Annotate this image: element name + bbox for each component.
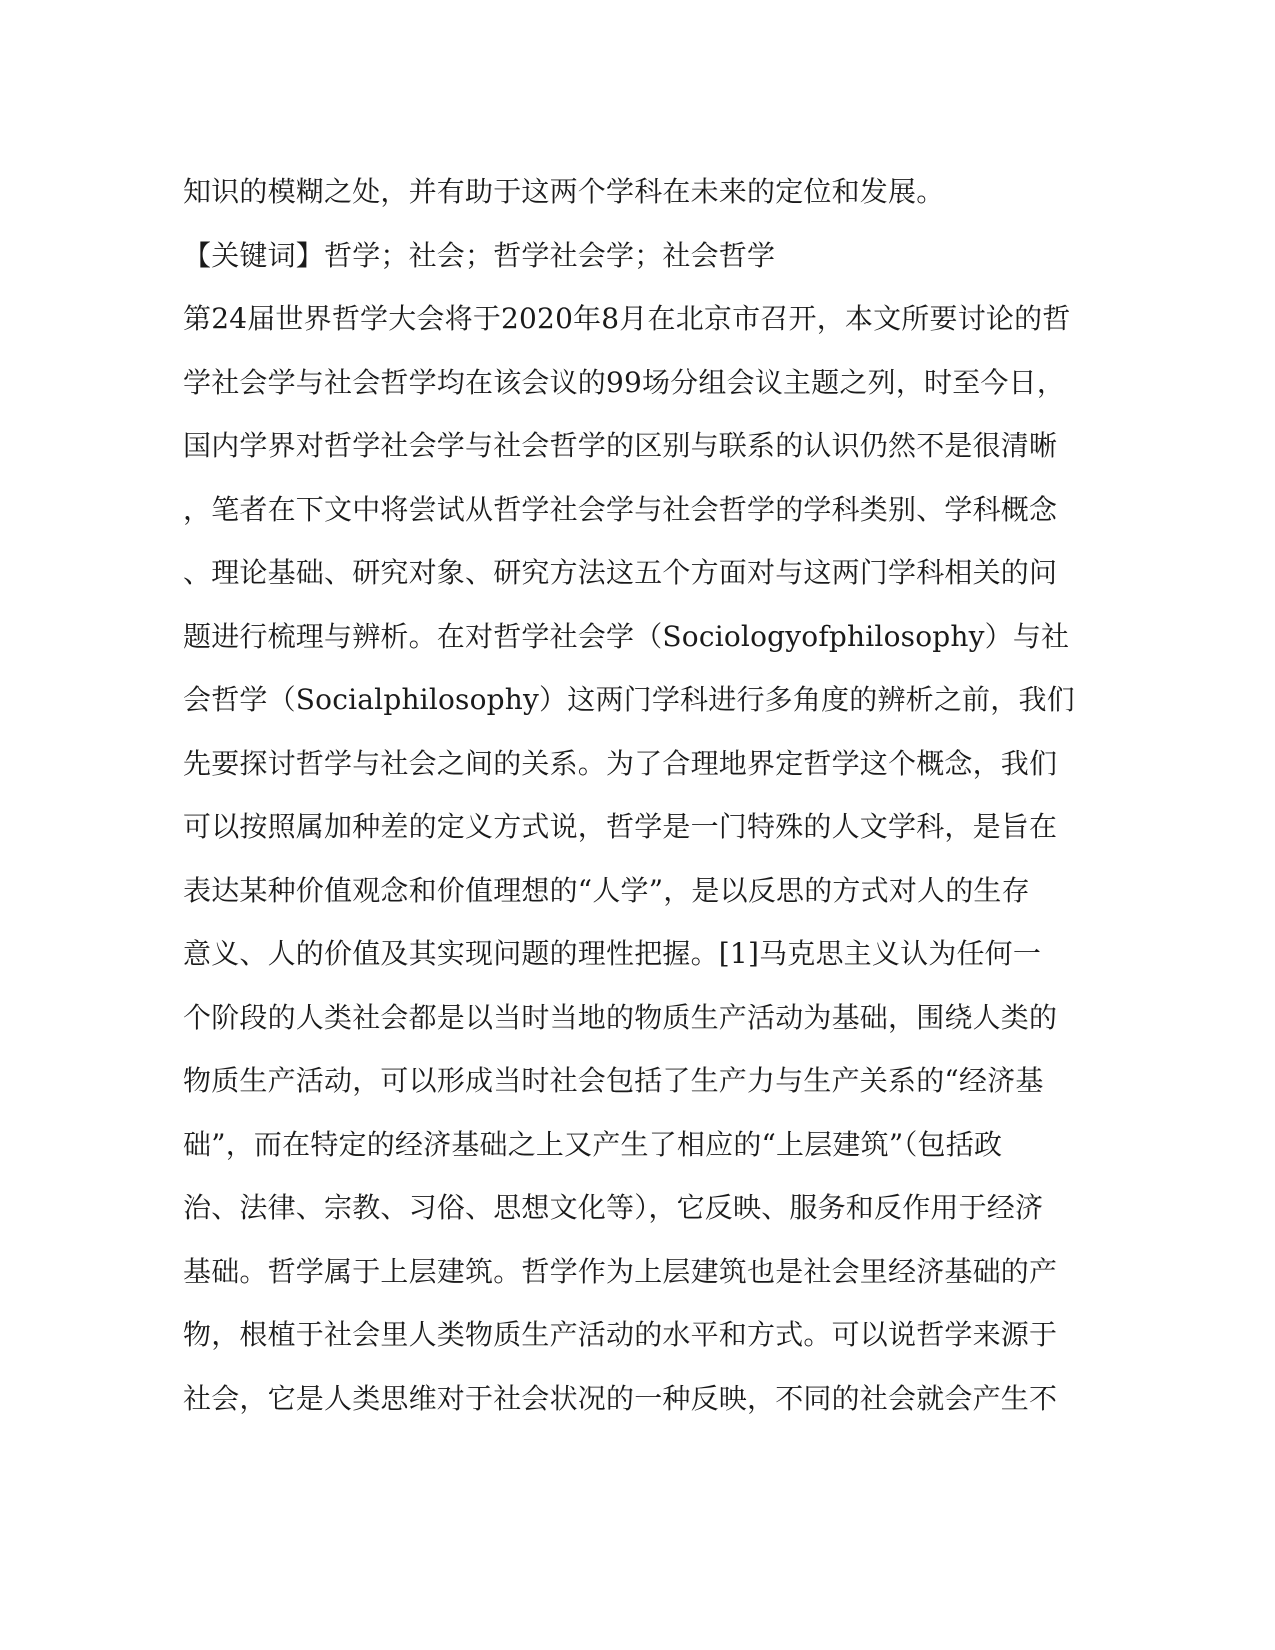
- text-line: 、理论基础、研究对象、研究方法这五个方面对与这两门学科相关的问: [183, 556, 1058, 589]
- text-line: 物质生产活动，可以形成当时社会包括了生产力与生产关系的“经济基: [183, 1064, 1044, 1097]
- body-text: [183, 160, 1083, 1430]
- text-line: 会哲学（Socialphilosophy）这两门学科进行多角度的辨析之前，我们: [183, 683, 1075, 716]
- text-line: 国内学界对哲学社会学与社会哲学的区别与联系的认识仍然不是很清晰: [183, 429, 1058, 462]
- text-line: 意义、人的价值及其实现问题的理性把握。[1]马克思主义认为任何一: [183, 937, 1042, 970]
- text-line: 第24届世界哲学大会将于2020年8月在北京市召开，本文所要讨论的哲: [183, 302, 1071, 335]
- text-line: 可以按照属加种差的定义方式说，哲学是一门特殊的人文学科，是旨在: [183, 810, 1058, 843]
- text-line: 表达某种价值观念和价值理想的“人学”，是以反思的方式对人的生存: [183, 873, 1030, 907]
- text-line: 物，根植于社会里人类物质生产活动的水平和方式。可以说哲学来源于: [183, 1318, 1058, 1351]
- text-line: 题进行梳理与辨析。在对哲学社会学（Sociologyofphilosophy）与社: [183, 619, 1070, 653]
- text-line: 知识的模糊之处，并有助于这两个学科在未来的定位和发展。: [183, 175, 945, 208]
- text-line: 学社会学与社会哲学均在该会议的99场分组会议主题之列，时至今日，: [183, 365, 1066, 399]
- keywords-line: 【关键词】哲学；社会；哲学社会学；社会哲学: [183, 238, 776, 272]
- text-line: 个阶段的人类社会都是以当时当地的物质生产活动为基础，围绕人类的: [183, 1000, 1058, 1034]
- text-line: 社会，它是人类思维对于社会状况的一种反映，不同的社会就会产生不: [183, 1381, 1058, 1415]
- text-line: 基础。哲学属于上层建筑。哲学作为上层建筑也是社会里经济基础的产: [183, 1254, 1058, 1288]
- text-line: 先要探讨哲学与社会之间的关系。为了合理地界定哲学这个概念，我们: [183, 746, 1058, 780]
- text-line: 础”，而在特定的经济基础之上又产生了相应的“上层建筑”（包括政: [183, 1127, 1003, 1161]
- text-line: 治、法律、宗教、习俗、思想文化等），它反映、服务和反作用于经济: [183, 1191, 1044, 1224]
- text-line: ，笔者在下文中将尝试从哲学社会学与社会哲学的学科类别、学科概念: [183, 492, 1058, 526]
